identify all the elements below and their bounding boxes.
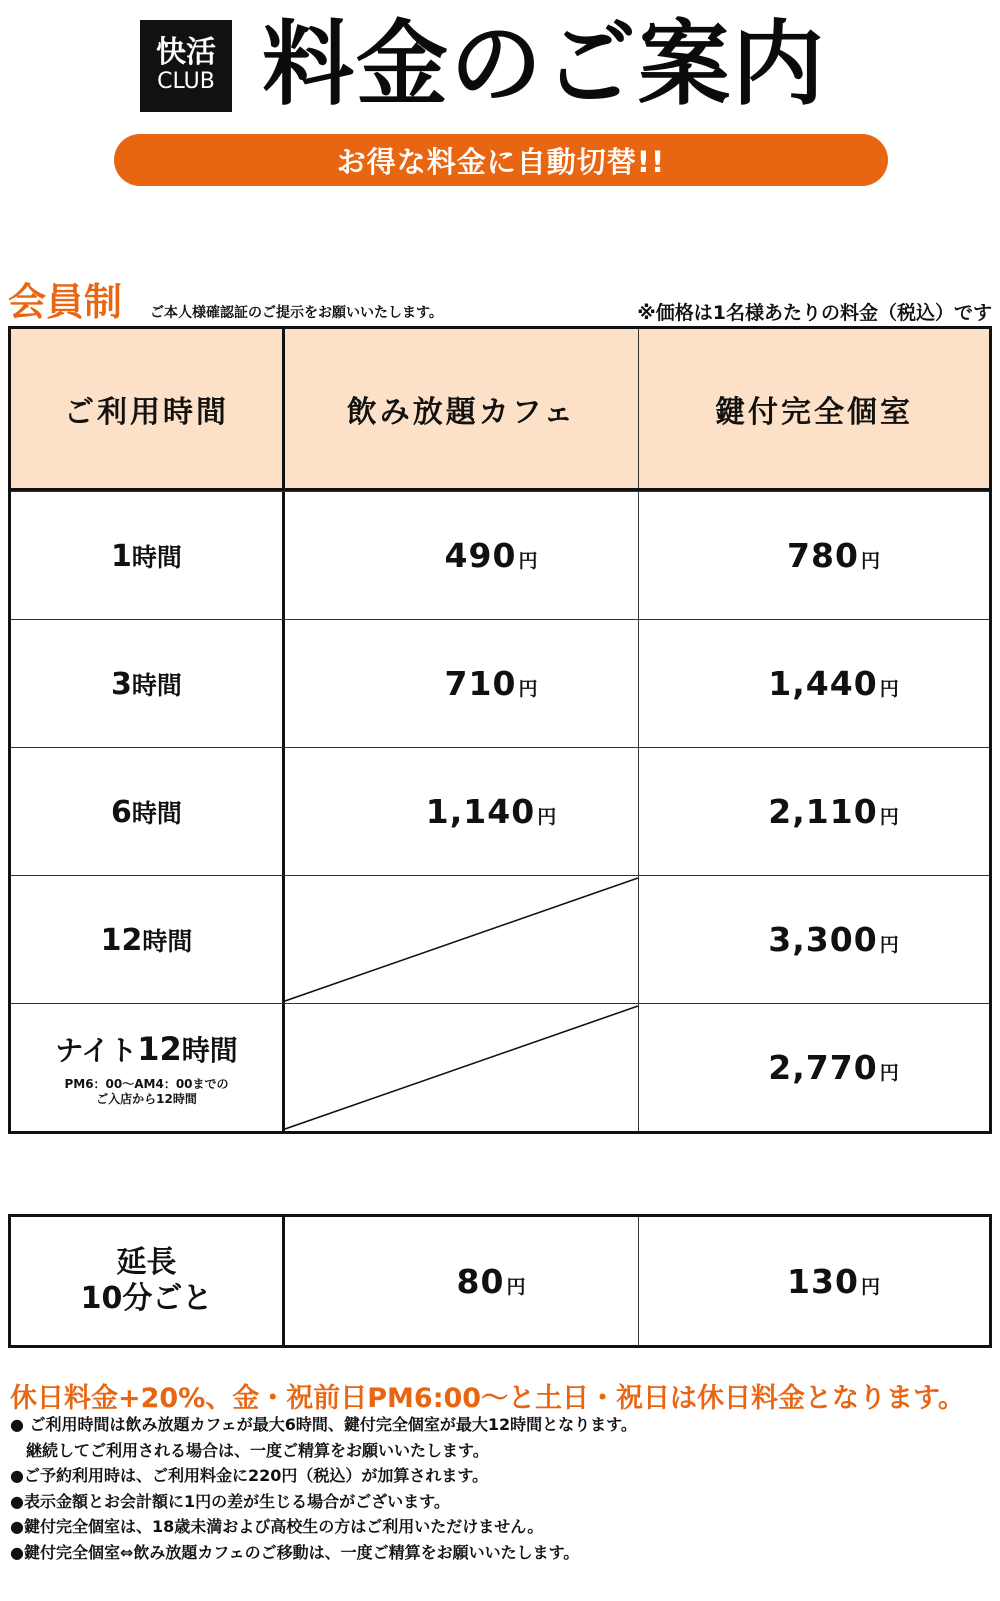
table-row [11,619,989,747]
auto-switch-banner: お得な料金に自動切替!! [114,134,888,186]
cafe-price-cell [285,748,639,875]
column-header-private-room: 鍵付完全個室 [715,394,913,430]
extension-cafe-price: 80 [456,1261,505,1301]
room-price: 2,770 [768,1048,878,1087]
yen-unit: 円 [860,550,881,572]
table-row [11,875,989,1003]
duration-number: 12 [100,922,143,958]
duration-number: 1 [111,538,132,574]
note-item: ●鍵付完全個室⇔飲み放題カフェのご移動は、一度ご精算をお願いいたします。 [10,1542,580,1562]
extension-room-price: 130 [787,1261,859,1301]
price-table [8,326,992,1134]
not-available-cell [285,876,639,1003]
room-price-cell [639,876,989,1003]
not-available-slash [285,876,638,1003]
note-item: ● ご利用時間は飲み放題カフェが最大6時間、鍵付完全個室が最大12時間となります。 [10,1415,637,1434]
room-price-cell [639,492,989,619]
room-price-cell [639,620,989,747]
night-duration-cell [11,1004,285,1131]
kaikatsu-club-logo [140,20,232,112]
note-item: ●表示金額とお会計額に1円の差が生じる場合がございます。 [10,1491,450,1511]
cafe-price: 710 [444,664,517,703]
night-hours-note: PM6：00〜AM4：00までの [64,1076,229,1091]
extension-row [11,1217,989,1345]
room-price-cell [639,1004,989,1131]
holiday-rate-note: 休日料金+20%、金・祝前日PM6:00〜と土日・祝日は休日料金となります。 [10,1383,965,1414]
yen-unit: 円 [537,806,558,828]
duration-number: 6 [111,794,132,830]
notes-list [10,1412,637,1565]
room-price: 3,300 [768,920,878,959]
extension-label [11,1217,285,1345]
table-row [11,491,989,619]
id-verification-note: ご本人様確認証のご提示をお願いいたします。 [150,305,443,321]
not-available-slash [285,1004,638,1131]
yen-unit: 円 [860,1275,881,1298]
duration-cell [11,620,285,747]
duration-cell [11,492,285,619]
cafe-price-cell [285,492,639,619]
room-price-cell [639,1217,989,1345]
extension-table [8,1214,992,1348]
page-title: 料金のご案内 [262,11,827,118]
duration-unit: 時間 [131,798,182,828]
table-row [11,747,989,875]
night-prefix: ナイト [55,1033,138,1067]
column-header-duration: ご利用時間 [11,329,285,488]
yen-unit: 円 [879,806,900,828]
yen-unit: 円 [518,550,539,572]
duration-unit: 時間 [142,926,193,956]
column-header-cafe: 飲み放題カフェ [285,329,639,488]
extension-interval: 10分ごと [80,1281,213,1316]
extension-title: 延長 [116,1245,177,1280]
cafe-price-cell [285,1217,639,1345]
not-available-cell [285,1004,639,1131]
yen-unit: 円 [879,1062,900,1084]
night-unit: 時間 [181,1033,238,1067]
room-price-cell [639,748,989,875]
yen-unit: 円 [506,1275,527,1298]
duration-unit: 時間 [131,670,182,700]
cafe-price-cell [285,620,639,747]
duration-cell [11,876,285,1003]
duration-unit: 時間 [131,542,182,572]
yen-unit: 円 [518,678,539,700]
room-price: 2,110 [768,792,878,831]
note-item: 継続してご利用される場合は、一度ご精算をお願いいたします。 [10,1440,489,1460]
night-entry-note: ご入店から12時間 [96,1091,197,1106]
membership-title: 会員制 [8,280,123,324]
duration-number: 3 [111,666,132,702]
duration-cell [11,748,285,875]
yen-unit: 円 [879,934,900,956]
price-per-person-note: ※価格は1名様あたりの料金（税込）です [637,302,992,324]
note-item: ●ご予約利用時は、ご利用料金に220円（税込）が加算されます。 [10,1466,489,1485]
room-price: 1,440 [768,664,878,703]
yen-unit: 円 [879,678,900,700]
logo-line-1: 快活 [156,35,216,70]
cafe-price: 1,140 [425,792,536,831]
table-header-row [11,329,989,491]
logo-line-2: CLUB [157,69,215,94]
table-row-night [11,1003,989,1131]
night-number: 12 [137,1029,182,1068]
cafe-price: 490 [444,536,517,575]
note-item: ●鍵付完全個室は、18歳未満および高校生の方はご利用いただけません。 [10,1517,544,1536]
room-price: 780 [787,536,859,575]
